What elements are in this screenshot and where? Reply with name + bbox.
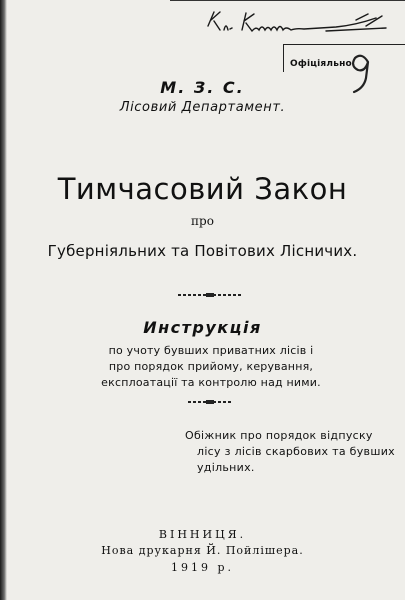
instruction-heading: Инструкція [143,318,262,337]
circular-line: удільних. [197,461,255,474]
official-stamp: Офіціяльно. [290,59,356,69]
document-title: Тимчасовий Закон [57,172,348,206]
ornamental-divider-small [188,401,232,403]
handwritten-signature [206,6,388,38]
document-subtitle: Губерніяльних та Повітових Лісничих. [47,242,358,260]
circular-note [185,428,395,476]
imprint-year: 1919 р. [170,561,235,574]
imprint-press: Нова друкарня Й. Пойлішера. [101,544,304,557]
circular-line: лісу з лісів скарбових та бувших [197,445,395,458]
instruction-description [66,343,356,391]
issuer-abbreviation: М. З. С. [160,78,245,97]
instruction-line: по учоту бувших приватних лісів і [108,344,314,357]
instruction-line: про порядок прийому, керування, [108,360,314,373]
title-connector: про [191,214,214,228]
ornamental-divider [178,294,242,296]
imprint-city: ВІННИЦЯ. [158,528,247,541]
department-name: Лісовий Департамент. [119,100,286,115]
top-border-line [170,0,405,1]
instruction-line: експлоатації та контролю над ними. [101,376,321,389]
circular-line: Обіжник про порядок відпуску [185,429,373,442]
